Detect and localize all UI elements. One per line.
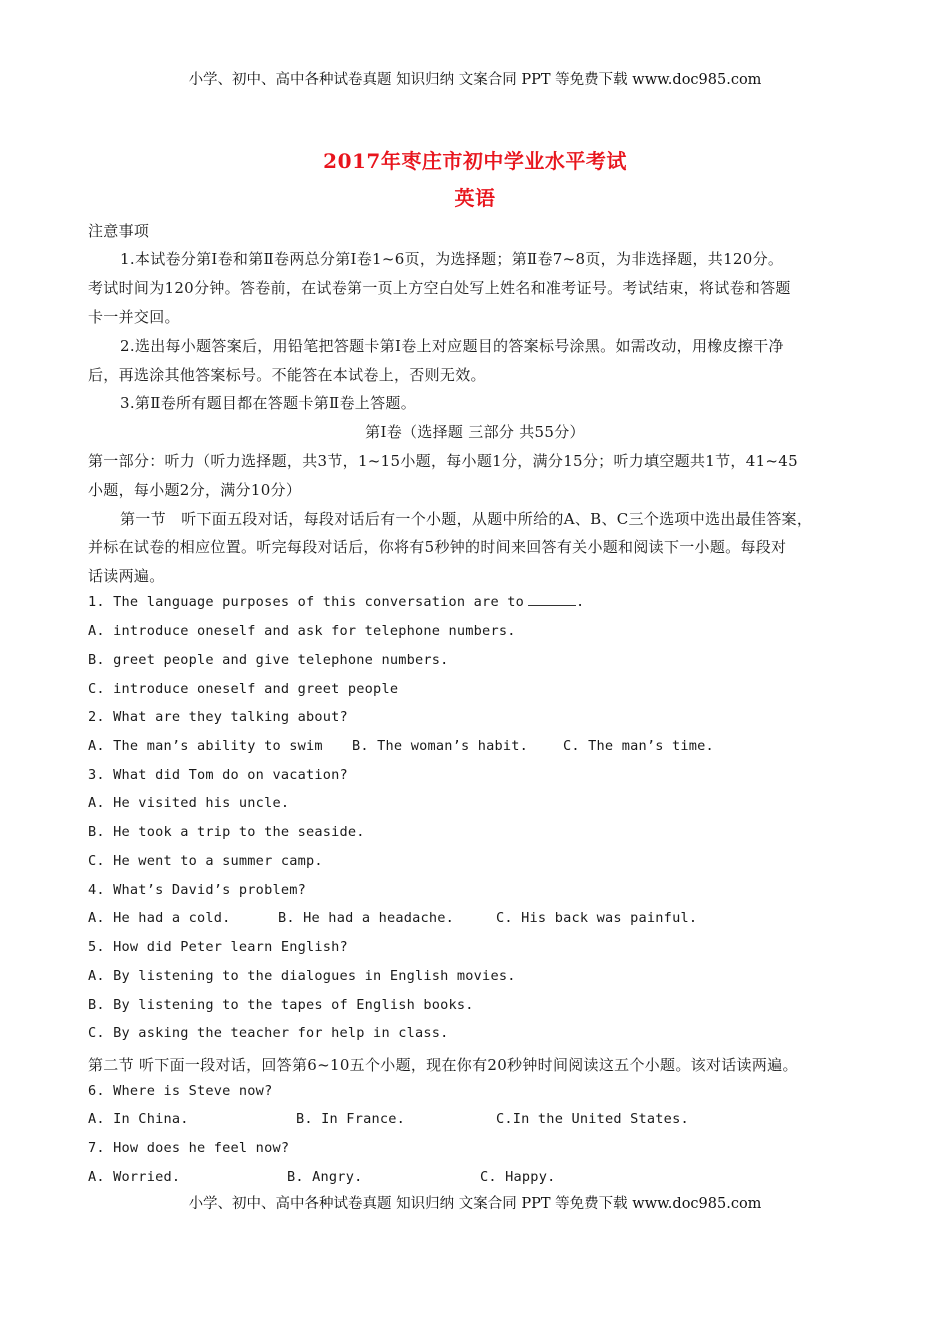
exam-title: 2017年枣庄市初中学业水平考试 (323, 149, 627, 173)
q7-option-a: A. Worried. (88, 1169, 181, 1185)
q2-option-b: B. The woman’s habit. (352, 738, 529, 754)
notes-heading: 注意事项 (88, 222, 150, 240)
notes-item1-line2: 考试时间为120分钟。答卷前，在试卷第一页上方空白处写上姓名和准考证号。考试结束，将试卷和答题 (88, 279, 791, 297)
q1-answer-blank (528, 604, 576, 606)
page-header: 小学、初中、高中各种试卷真题 知识归纳 文案合同 PPT 等免费下载 www.doc985.com (188, 72, 762, 88)
q5-option-c: C. By asking the teacher for help in class. (88, 1025, 449, 1041)
q6-option-c: C.In the United States. (496, 1111, 689, 1127)
notes-item3: 3.第Ⅱ卷所有题目都在答题卡第Ⅱ卷上答题。 (120, 394, 417, 412)
q3-option-b: B. He took a trip to the seaside. (88, 824, 365, 840)
part1-heading: 第Ⅰ卷（选择题 三部分 共55分） (365, 423, 585, 441)
q1-stem-period: . (575, 594, 585, 610)
listening-intro-line1: 第一部分：听力（听力选择题，共3节，1~15小题，每小题1分，满分15分；听力填空题共1节，41~45 (88, 452, 798, 470)
section1-line2: 并标在试卷的相应位置。听完每段对话后，你将有5秒钟的时间来回答有关小题和阅读下一小题。每段对 (88, 538, 787, 556)
q4-option-b: B. He had a headache. (278, 910, 455, 926)
section1-line1: 第一节 听下面五段对话，每段对话后有一个小题，从题中所给的A、B、C三个选项中选出最佳答案， (120, 510, 813, 528)
notes-item1-line3: 卡一并交回。 (88, 308, 180, 326)
q4-option-a: A. He had a cold. (88, 910, 231, 926)
q1-option-b: B. greet people and give telephone numbers. (88, 652, 449, 668)
section2-instructions: 第二节 听下面一段对话，回答第6~10五个小题，现在你有20秒钟时间阅读这五个小题。该对话读两遍。 (88, 1056, 798, 1074)
notes-item1-line1: 1.本试卷分第Ⅰ卷和第Ⅱ卷两总分第Ⅰ卷1~6页，为选择题；第Ⅱ卷7~8页，为非选择题，共120分。 (120, 250, 784, 268)
q3-option-a: A. He visited his uncle. (88, 795, 290, 811)
q7-option-b: B. Angry. (287, 1169, 363, 1185)
listening-intro-line2: 小题，每小题2分，满分10分） (88, 481, 302, 499)
notes-item2-line1: 2.选出每小题答案后，用铅笔把答题卡第Ⅰ卷上对应题目的答案标号涂黑。如需改动，用橡皮擦干净 (120, 337, 784, 355)
q5-option-b: B. By listening to the tapes of English books. (88, 997, 474, 1013)
q2-stem: 2. What are they talking about? (88, 709, 348, 725)
q1-option-c: C. introduce oneself and greet people (88, 681, 399, 697)
q1-option-a: A. introduce oneself and ask for telephone numbers. (88, 623, 516, 639)
q6-option-b: B. In France. (296, 1111, 405, 1127)
q2-option-a: A. The man’s ability to swim (88, 738, 323, 754)
q5-option-a: A. By listening to the dialogues in English movies. (88, 968, 516, 984)
q1-stem (88, 594, 584, 610)
section1-line3: 话读两遍。 (88, 567, 165, 585)
notes-item2-line2: 后，再选涂其他答案标号。不能答在本试卷上，否则无效。 (88, 366, 486, 384)
q1-stem-text: 1. The language purposes of this conversation are to (88, 594, 524, 610)
q3-option-c: C. He went to a summer camp. (88, 853, 323, 869)
page-footer: 小学、初中、高中各种试卷真题 知识归纳 文案合同 PPT 等免费下载 www.doc985.com (188, 1196, 762, 1212)
q4-stem: 4. What’s David’s problem? (88, 882, 306, 898)
q6-option-a: A. In China. (88, 1111, 189, 1127)
q7-stem: 7. How does he feel now? (88, 1140, 290, 1156)
q6-stem: 6. Where is Steve now? (88, 1083, 273, 1099)
exam-subject: 英语 (454, 186, 496, 210)
q4-option-c: C. His back was painful. (496, 910, 698, 926)
q5-stem: 5. How did Peter learn English? (88, 939, 348, 955)
q2-option-c: C. The man’s time. (563, 738, 714, 754)
q3-stem: 3. What did Tom do on vacation? (88, 767, 348, 783)
q7-option-c: C. Happy. (480, 1169, 556, 1185)
